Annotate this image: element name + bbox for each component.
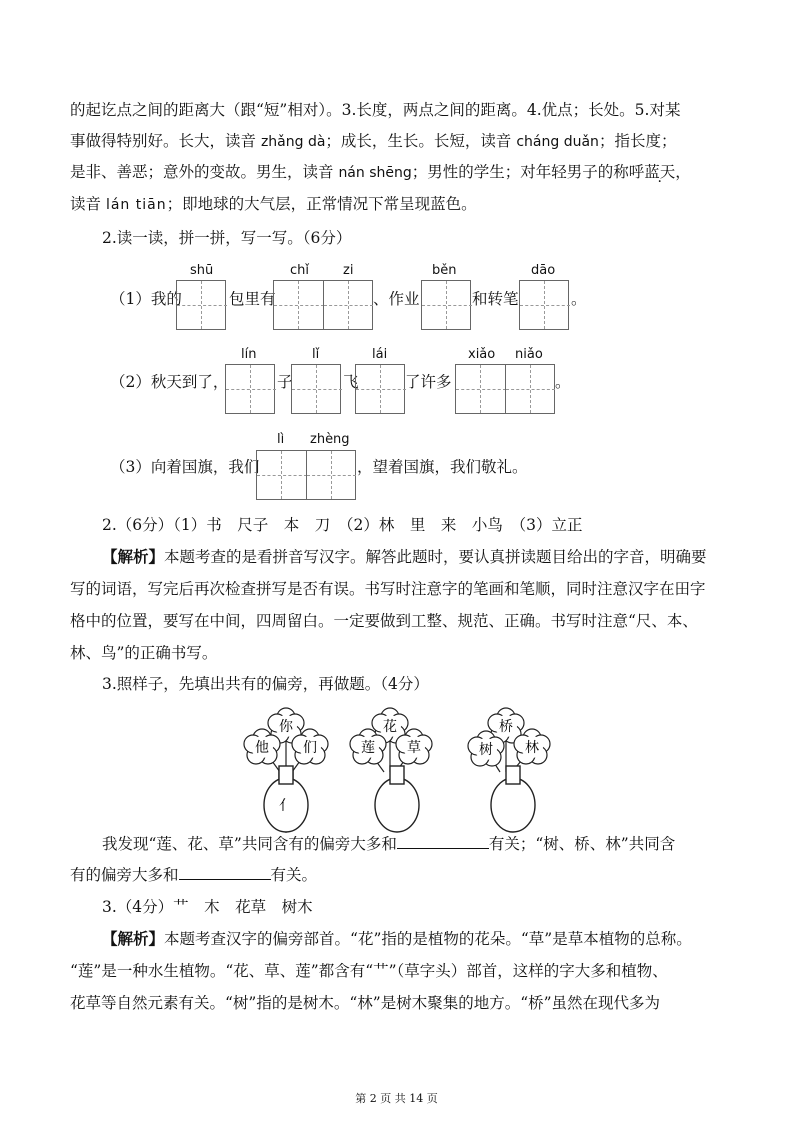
s2-text-e: 。	[555, 373, 571, 391]
text: 读音	[70, 195, 106, 213]
pinyin: lín	[241, 347, 257, 362]
s2-text-a: （2）秋天到了，	[110, 373, 229, 391]
answer-blank-1[interactable]	[397, 834, 489, 849]
analysis-label: 【解析】	[102, 929, 165, 948]
vase-1-top: 你	[279, 719, 293, 735]
s3-text-b: ，望着国旗，我们敬礼。	[357, 458, 528, 476]
vase-1-left: 他	[255, 740, 269, 756]
text: ，	[675, 163, 691, 181]
question-3-analysis-1	[102, 929, 692, 949]
text: ；即地球的大气层，正常情况下常呈现蓝色。	[166, 195, 477, 213]
answer-blank-2[interactable]	[179, 865, 271, 880]
question-3-fill-2	[70, 865, 317, 885]
analysis-text: 本题考查汉字的偏旁部首。“花”指的是植物的花朵。“草”是草本植物的总称。	[164, 930, 692, 948]
pinyin: zhèng	[310, 432, 350, 447]
pinyin: běn	[432, 263, 457, 278]
pinyin: zi	[343, 263, 354, 278]
text: 我发现“莲、花、草”共同含有的偏旁大多和	[102, 835, 397, 853]
text: 有关。	[270, 866, 318, 884]
s1-text-a: （1）我的	[110, 290, 182, 308]
question-2-analysis-3: 格中的位置，要写在中间，四周留白。一定要做到工整、规范、正确。书写时注意“尺、本、	[70, 612, 698, 630]
page-footer: 第 2 页 共 14 页	[355, 1092, 438, 1105]
pinyin: lán tiān	[105, 197, 167, 213]
text: 事做得特别好。长大，读音	[70, 132, 261, 150]
dotted-word: 蓝天	[644, 163, 676, 181]
pinyin: zhǎng dà	[260, 134, 326, 150]
pinyin: lì	[277, 432, 285, 447]
pinyin: lǐ	[312, 347, 320, 362]
vase-1-base: 亻	[279, 798, 293, 814]
definition-line-1: 的起讫点之间的距离大（跟“短”相对）。3.长度，两点之间的距离。4.优点；长处。5.对某	[70, 101, 681, 119]
question-3-fill-1	[102, 834, 675, 854]
analysis-text: 本题考查的是看拼音写汉字。解答此题时，要认真拼读题目给出的字音，明确要	[164, 548, 707, 566]
question-3-answer: 3.（4分）艹 木 花草 树木	[102, 898, 313, 916]
analysis-label: 【解析】	[102, 547, 165, 566]
pinyin: niǎo	[515, 347, 543, 362]
s1-text-c: 、作业	[373, 290, 420, 308]
vase-3-top: 桥	[499, 719, 513, 735]
text: 有关；“树、桥、林”共同含	[488, 835, 676, 853]
text: ；指长度；	[598, 132, 677, 150]
vase-2-right: 草	[407, 740, 421, 756]
s1-text-b: 包里有	[229, 290, 276, 308]
s2-text-c: 飞	[343, 373, 359, 391]
vase-3	[468, 708, 550, 832]
pinyin: xiǎo	[468, 347, 496, 362]
vase-3-right: 林	[525, 740, 539, 756]
question-2-title: 2.读一读，拼一拼，写一写。（6分）	[102, 229, 352, 247]
question-3-analysis-2: “莲”是一种水生植物。“花、草、莲”都含有“艹”（草字头）部首，这样的字大多和植物、	[70, 962, 668, 980]
s2-text-b: 子	[277, 373, 293, 391]
vase-1-right: 们	[303, 740, 317, 756]
text: 是非、善恶；意外的变故。男生，读音	[70, 163, 339, 181]
text: 有的偏旁大多和	[70, 866, 179, 884]
text: ；成长，生长。长短，读音	[325, 132, 517, 150]
question-2-analysis-2: 写的词语，写完后再次检查拼写是否有误。书写时注意字的笔画和笔顺，同时注意汉字在田字	[70, 580, 706, 598]
s2-text-d: 了许多	[405, 373, 452, 391]
vase-3-left: 树	[479, 742, 493, 758]
pinyin: cháng duǎn	[516, 134, 599, 150]
vase-1	[244, 708, 328, 832]
pinyin: chǐ	[290, 263, 309, 278]
question-2-answer: 2.（6分）（1）书 尺子 本 刀 （2）林 里 来 小鸟 （3）立正	[102, 516, 583, 534]
text: ；男性的学生；对年轻男子的称呼	[411, 163, 645, 181]
vase-2	[350, 708, 432, 832]
pinyin: nán shēng	[338, 165, 412, 181]
vase-2-top: 花	[383, 719, 397, 735]
s1-text-e: 。	[571, 290, 587, 308]
question-3-title: 3.照样子，先填出共有的偏旁，再做题。（4分）	[102, 675, 429, 693]
s3-text-a: （3）向着国旗，我们	[110, 458, 260, 476]
s1-text-d: 和转笔	[472, 290, 519, 308]
vase-2-left: 莲	[361, 740, 375, 756]
pinyin: dāo	[531, 263, 556, 278]
pinyin: lái	[372, 347, 388, 362]
pinyin: shū	[190, 263, 214, 278]
question-3-analysis-3: 花草等自然元素有关。“树”指的是树木。“林”是树木聚集的地方。“桥”虽然在现代多为	[70, 994, 661, 1012]
question-2-analysis-4: 林、鸟”的正确书写。	[70, 644, 218, 662]
